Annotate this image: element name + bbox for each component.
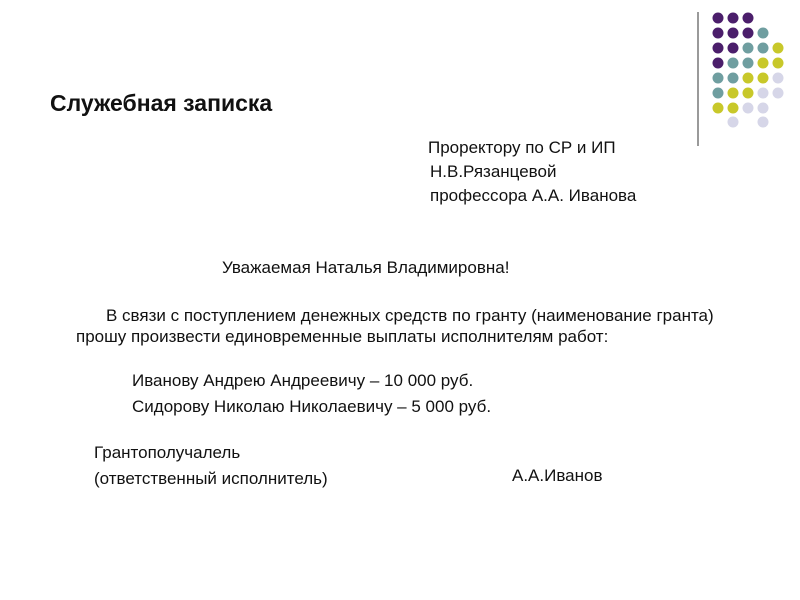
memo-title: Служебная записка xyxy=(50,90,273,116)
dot-lavender xyxy=(743,103,754,114)
signature-role: Грантополучалель xyxy=(94,443,241,462)
dot-purple xyxy=(743,28,754,39)
recipient-name: Н.В.Рязанцевой xyxy=(430,162,557,181)
dot-yellow xyxy=(758,73,769,84)
dot-teal xyxy=(728,73,739,84)
body-paragraph xyxy=(76,305,716,347)
dot-lavender xyxy=(728,117,739,128)
dot-yellow xyxy=(713,103,724,114)
recipient-block xyxy=(428,136,636,208)
dot-lavender xyxy=(758,103,769,114)
dot-yellow xyxy=(773,43,784,54)
signature-block xyxy=(94,440,328,492)
dot-purple xyxy=(728,28,739,39)
body-text: В связи с поступлением денежных средств по гранту (наименование гранта) прошу произвести единовременные выплаты исполнителям работ: xyxy=(76,306,714,346)
dot-yellow xyxy=(728,88,739,99)
dot-yellow xyxy=(743,88,754,99)
dot-teal xyxy=(728,58,739,69)
dot-purple xyxy=(713,13,724,24)
dot-purple xyxy=(743,13,754,24)
dot-purple xyxy=(713,28,724,39)
payments-list xyxy=(132,368,491,420)
signature-name: А.А.Иванов xyxy=(512,466,603,485)
dot-yellow xyxy=(728,103,739,114)
recipient-position: Проректору по СР и ИП xyxy=(428,138,616,157)
dot-teal xyxy=(713,73,724,84)
dot-lavender xyxy=(758,88,769,99)
dot-teal xyxy=(758,43,769,54)
dot-purple xyxy=(713,43,724,54)
vertical-divider xyxy=(697,12,699,146)
dot-teal xyxy=(713,88,724,99)
dot-lavender xyxy=(758,117,769,128)
dot-yellow xyxy=(773,58,784,69)
dot-purple xyxy=(728,43,739,54)
dot-lavender xyxy=(773,88,784,99)
sender-line: профессора А.А. Иванова xyxy=(430,186,637,205)
dot-purple xyxy=(728,13,739,24)
dot-teal xyxy=(743,43,754,54)
dot-yellow xyxy=(758,58,769,69)
dot-teal xyxy=(758,28,769,39)
signature-role-detail: (ответственный исполнитель) xyxy=(94,469,328,488)
decorative-dot-grid xyxy=(0,0,800,140)
dot-purple xyxy=(713,58,724,69)
dot-lavender xyxy=(773,73,784,84)
payment-item: Сидорову Николаю Николаевичу – 5 000 руб. xyxy=(132,397,492,416)
dot-yellow xyxy=(743,73,754,84)
payment-item: Иванову Андрею Андреевичу – 10 000 руб. xyxy=(132,371,474,390)
dot-teal xyxy=(743,58,754,69)
greeting: Уважаемая Наталья Владимировна! xyxy=(222,258,510,277)
